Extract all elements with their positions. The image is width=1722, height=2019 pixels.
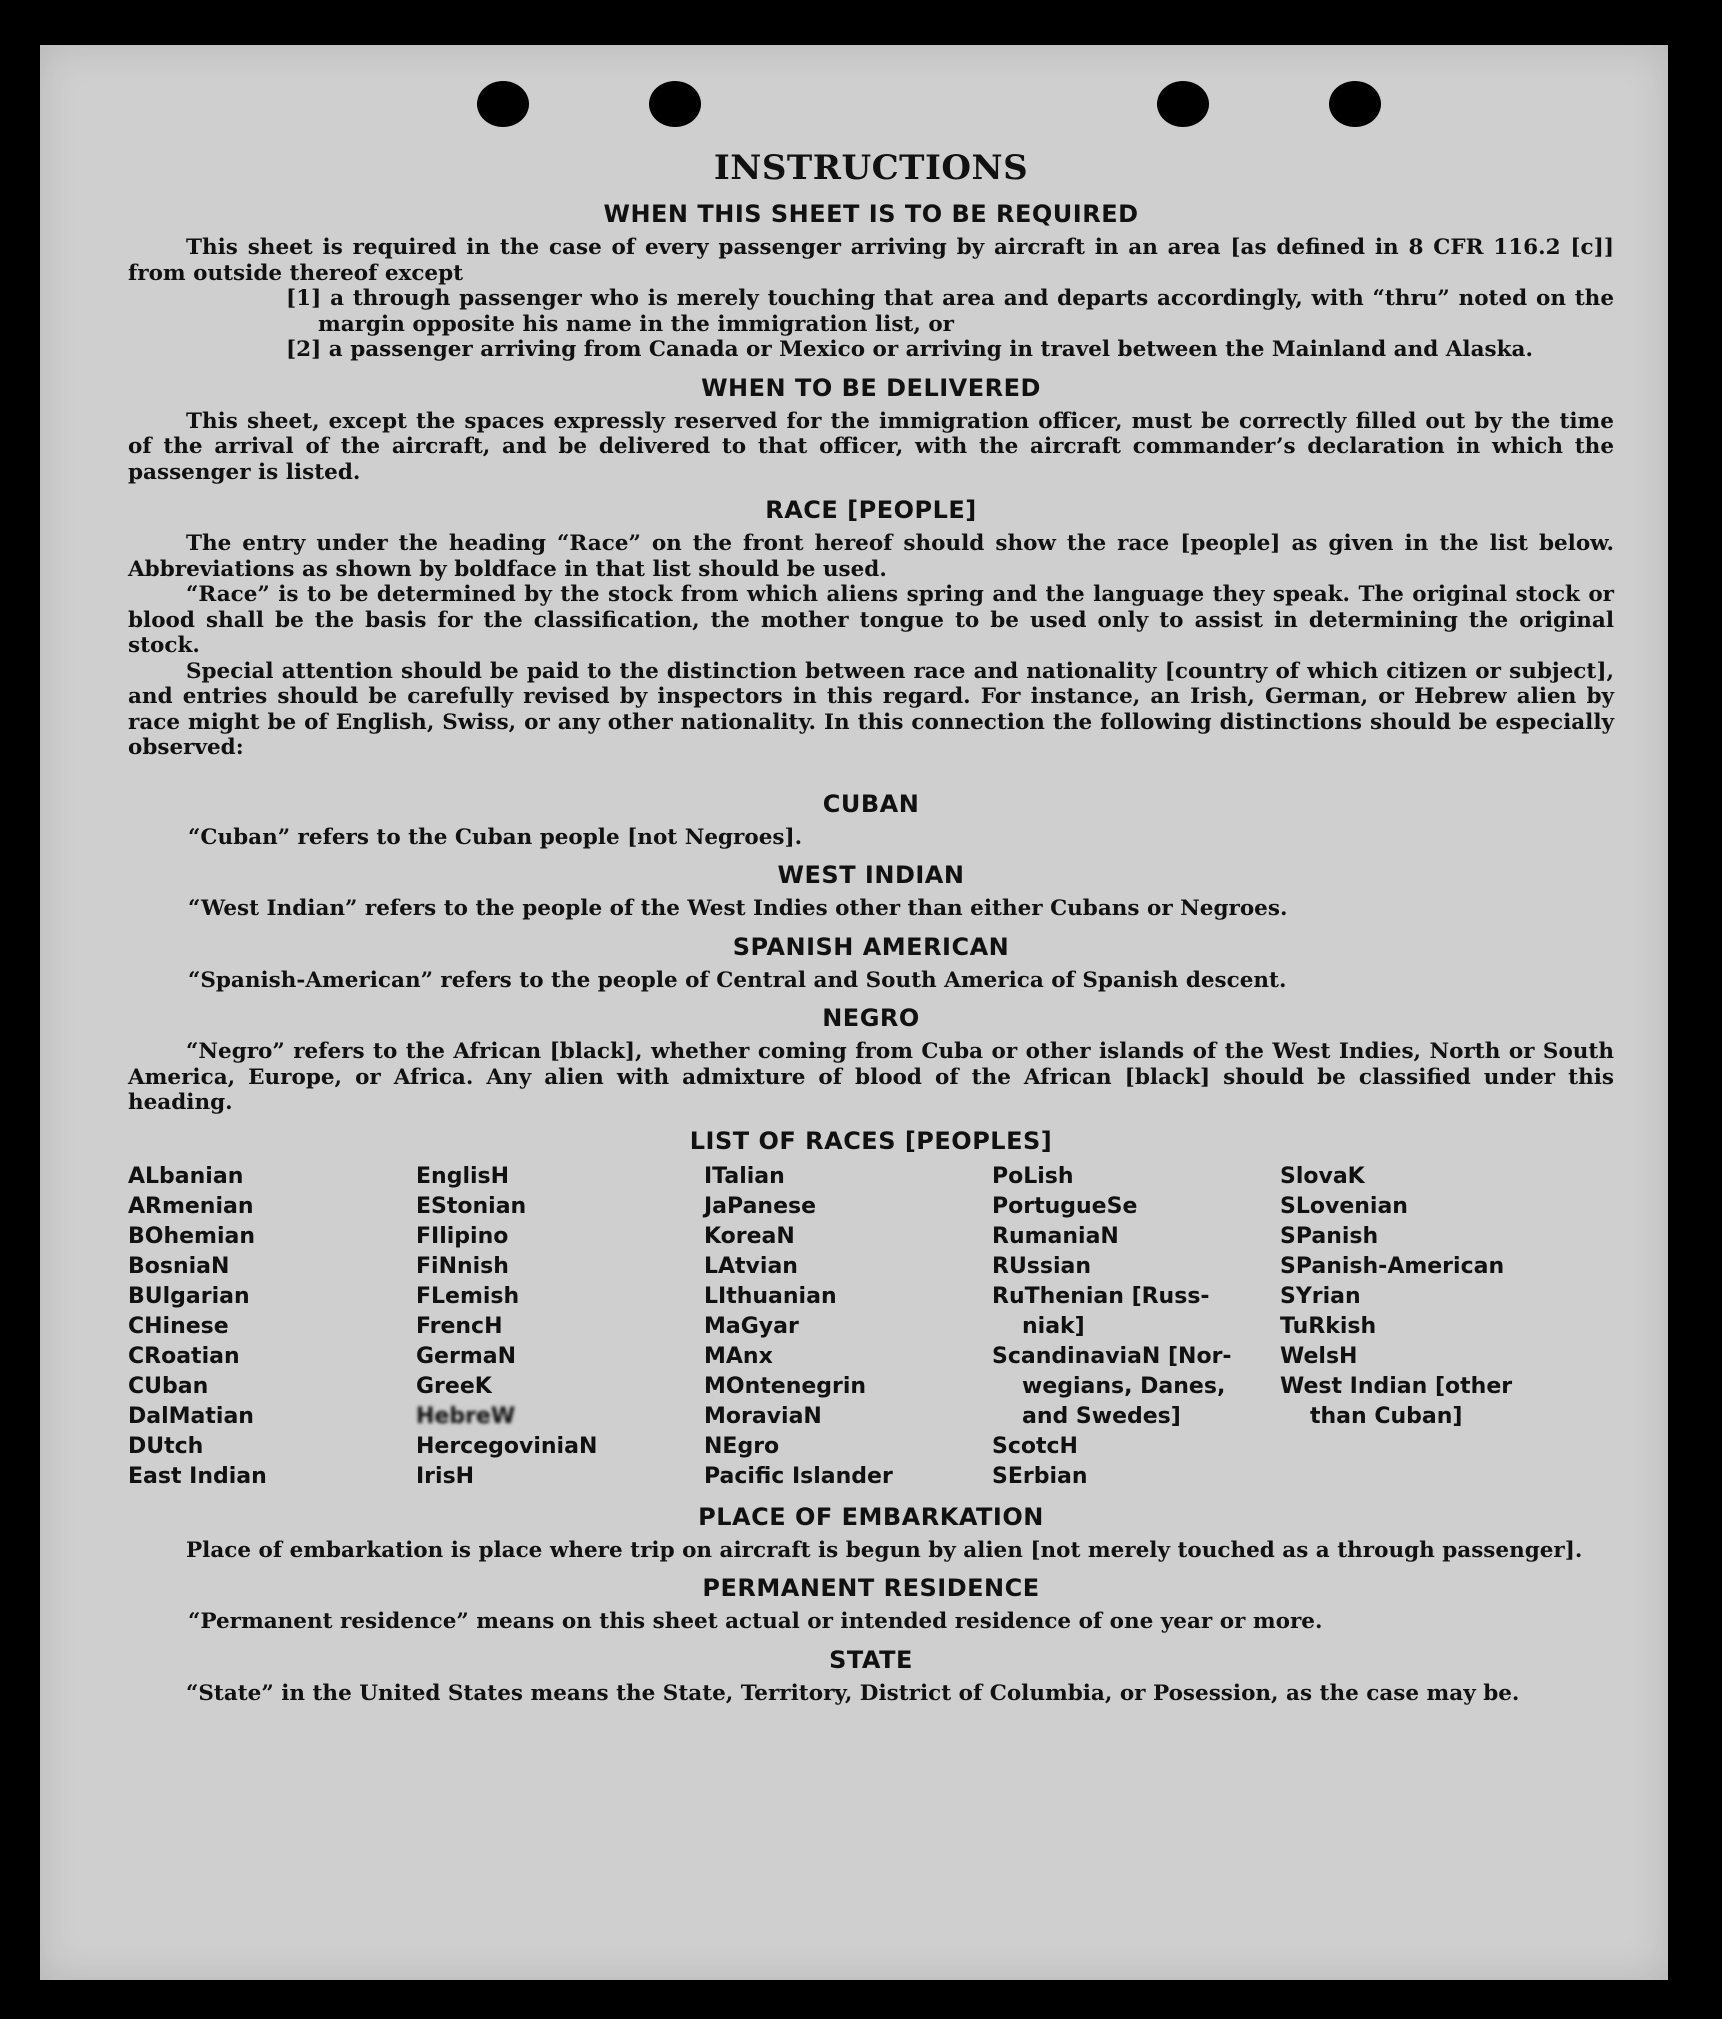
race-item: SPanish <box>1280 1223 1379 1249</box>
race-paragraph-2: “Race” is to be determined by the stock from which aliens spring and the language they speak. The original stock or blood shall be the basis for the classification, the mother tongue to be used only to assist in determining the original stock. <box>128 582 1614 658</box>
document-sheet <box>40 45 1668 1980</box>
race-item: West Indian [other <box>1280 1373 1513 1399</box>
race-item: BosniaN <box>128 1253 230 1279</box>
race-paragraph-1: The entry under the heading “Race” on the front hereof should show the race [people] as given in the list below. Abbreviations as shown by boldface in that list should be used. <box>128 531 1614 582</box>
race-item: LAtvian <box>704 1253 798 1279</box>
spanish-american-text: “Spanish-American” refers to the people of Central and South America of Spanish descent. <box>188 967 1287 993</box>
heading-west-indian: WEST INDIAN <box>777 861 965 889</box>
race-item: CUban <box>128 1373 209 1399</box>
race-item: TuRkish <box>1280 1313 1377 1339</box>
race-item: MoraviaN <box>704 1403 822 1429</box>
race-item: ALbanian <box>128 1163 244 1189</box>
race-item: EnglisH <box>416 1163 510 1189</box>
race-column-2 <box>416 1162 704 1492</box>
race-item: SlovaK <box>1280 1163 1365 1189</box>
race-item: SErbian <box>992 1463 1088 1489</box>
race-list <box>128 1162 1614 1492</box>
race-item: DUtch <box>128 1433 204 1459</box>
race-item: BUlgarian <box>128 1283 250 1309</box>
race-item-continued: wegians, Danes, <box>1022 1373 1226 1399</box>
race-item: East Indian <box>128 1463 267 1489</box>
race-item: WelsH <box>1280 1343 1358 1369</box>
race-item: RUssian <box>992 1253 1092 1279</box>
race-item: FrencH <box>416 1313 503 1339</box>
race-item: GreeK <box>416 1373 492 1399</box>
page-title: INSTRUCTIONS <box>713 148 1029 188</box>
race-column-3 <box>704 1162 992 1492</box>
race-item: IrisH <box>416 1463 475 1489</box>
race-column-4 <box>992 1162 1280 1492</box>
race-column-1 <box>128 1162 416 1492</box>
heading-embarkation: PLACE OF EMBARKATION <box>698 1502 1044 1531</box>
residence-text: “Permanent residence” means on this sheet actual or intended residence of one year or more. <box>188 1609 1323 1634</box>
race-item: ITalian <box>704 1163 785 1189</box>
negro-text: “Negro” refers to the African [black], whether coming from Cuba or other islands of the West Indies, North or South America, Europe, or Africa. Any alien with admixture of blood of the African [black] should be classified under this heading. <box>128 1039 1614 1115</box>
race-item: ScandinaviaN [Nor- <box>992 1343 1232 1369</box>
race-item: KoreaN <box>704 1223 795 1249</box>
heading-state: STATE <box>829 1645 913 1674</box>
heading-list-of-races: LIST OF RACES [PEOPLES] <box>689 1126 1053 1155</box>
race-item: MaGyar <box>704 1313 799 1339</box>
race-item: JaPanese <box>704 1193 817 1219</box>
race-item: ScotcH <box>992 1433 1078 1459</box>
race-item-continued: than Cuban] <box>1310 1403 1463 1429</box>
race-item: ARmenian <box>128 1193 254 1219</box>
race-item: RuThenian [Russ- <box>992 1283 1210 1309</box>
race-item: GermaN <box>416 1343 517 1369</box>
heading-negro: NEGRO <box>822 1004 920 1032</box>
race-item: PortugueSe <box>992 1193 1138 1219</box>
race-item: PoLish <box>992 1163 1074 1189</box>
punch-hole <box>1157 81 1209 127</box>
race-item: CRoatian <box>128 1343 240 1369</box>
race-item: FLemish <box>416 1283 520 1309</box>
race-item: SPanish-American <box>1280 1253 1505 1279</box>
punch-hole <box>1329 81 1381 127</box>
race-item: CHinese <box>128 1313 229 1339</box>
when-required-item-2: [2] a passenger arriving from Canada or Mexico or arriving in travel between the Mainland and Alaska. <box>286 337 1533 362</box>
race-item-continued: niak] <box>1022 1313 1085 1339</box>
race-item: NEgro <box>704 1433 780 1459</box>
cuban-text: “Cuban” refers to the Cuban people [not Negroes]. <box>188 824 803 850</box>
race-item: FIlipino <box>416 1223 509 1249</box>
instructions-content <box>128 147 1614 1706</box>
race-item: FiNnish <box>416 1253 509 1279</box>
race-item: SYrian <box>1280 1283 1361 1309</box>
west-indian-text: “West Indian” refers to the people of the West Indies other than either Cubans or Negroes. <box>188 896 1288 921</box>
race-item: BOhemian <box>128 1223 256 1249</box>
race-item: HercegoviniaN <box>416 1433 598 1459</box>
heading-permanent-residence: PERMANENT RESIDENCE <box>702 1574 1040 1602</box>
race-item-smudged: HebreW <box>416 1403 516 1429</box>
race-paragraph-3: Special attention should be paid to the distinction between race and nationality [country of which citizen or subject], and entries should be carefully revised by inspectors in this regard. For instance, an Irish, German, or Hebrew alien by race might be of English, Swiss, or any other nationality. In this connection the following distinctions should be especially observed: <box>128 658 1614 760</box>
race-column-5 <box>1280 1162 1560 1492</box>
race-item: EStonian <box>416 1193 527 1219</box>
race-item: LIthuanian <box>704 1283 837 1309</box>
heading-race: RACE [PEOPLE] <box>765 496 977 524</box>
race-item: DalMatian <box>128 1403 254 1429</box>
race-item: MAnx <box>704 1343 773 1369</box>
heading-when-required: WHEN THIS SHEET IS TO BE REQUIRED <box>603 200 1139 228</box>
race-item: MOntenegrin <box>704 1373 867 1399</box>
when-delivered-text: This sheet, except the spaces expressly reserved for the immigration officer, must be correctly filled out by the time of the arrival of the aircraft, and be delivered to that officer, with the aircraft commander’s declaration in which the passenger is listed. <box>128 408 1614 485</box>
heading-cuban: CUBAN <box>822 789 920 818</box>
when-required-intro: This sheet is required in the case of every passenger arriving by aircraft in an area [as defined in 8 CFR 116.2 [c]] from outside thereof except <box>128 235 1614 286</box>
punch-hole <box>649 81 701 127</box>
race-item: Pacific Islander <box>704 1463 893 1489</box>
race-item: RumaniaN <box>992 1223 1119 1249</box>
when-required-item-1: [1] a through passenger who is merely touching that area and departs accordingly, with “thru” noted on the margin opposite his name in the immigration list, or <box>286 286 1614 337</box>
heading-when-delivered: WHEN TO BE DELIVERED <box>701 373 1041 402</box>
heading-spanish-american: SPANISH AMERICAN <box>732 932 1010 961</box>
state-text: “State” in the United States means the State, Territory, District of Columbia, or Posession, as the case may be. <box>186 1680 1520 1706</box>
race-item: SLovenian <box>1280 1193 1408 1219</box>
punch-hole <box>477 81 529 127</box>
embarkation-text: Place of embarkation is place where trip on aircraft is begun by alien [not merely touched as a through passenger]. <box>186 1537 1583 1563</box>
race-item-continued: and Swedes] <box>1022 1403 1181 1429</box>
